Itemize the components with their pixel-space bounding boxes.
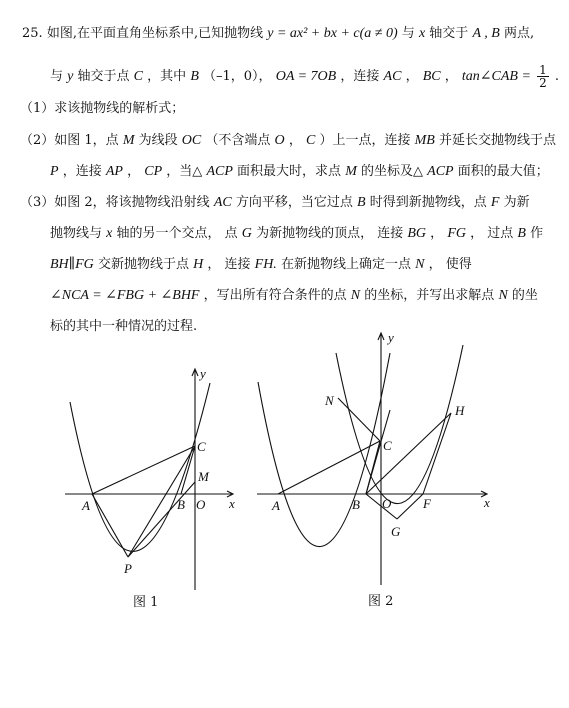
point-c: C (133, 69, 144, 84)
point-n-3: N (498, 288, 508, 303)
fig1-label-b: B (177, 497, 185, 512)
question-number: 25. (22, 26, 43, 41)
intro-text-2: 与 (401, 26, 415, 41)
segment-bg: BG (407, 226, 427, 241)
intro-text: 如图,在平面直角坐标系中,已知抛物线 (46, 26, 264, 41)
points-ab: A , B (472, 26, 500, 41)
point-m: M (122, 133, 135, 148)
p3l1-d: 为新 (503, 195, 530, 210)
point-b: B (190, 69, 199, 84)
p3l4-b: 的坐标，并写出求解点 (364, 288, 495, 303)
segment-mb: MB (414, 133, 435, 148)
part-1: （1）求该抛物线的解析式； (20, 101, 185, 116)
p2l1-c: （不含端点 (205, 133, 271, 148)
tan-cab: tan∠CAB = (461, 69, 531, 84)
segment-oc: OC (181, 133, 202, 148)
triangle-acp-2: ACP (427, 164, 454, 179)
figure-1-caption: 图 1 (133, 595, 159, 610)
fig1-label-x: x (229, 496, 235, 511)
segment-fh: FH. (254, 257, 277, 272)
p2l2-c: ，当△ (166, 164, 203, 179)
fig2-label-b: B (352, 497, 360, 512)
given-text-1: 与 (50, 69, 64, 84)
fig2-new-parabola (336, 345, 463, 504)
segment-ap: AP (105, 164, 123, 179)
fig2-label-h: H (455, 403, 465, 418)
segment-bc: BC (422, 69, 441, 84)
segment-fg: FG (447, 226, 466, 241)
p2l2-e: 的坐标及△ (361, 164, 423, 179)
p3l3-c: 在新抛物线上确定一点 (280, 257, 411, 272)
fig2-label-o: O (382, 496, 392, 511)
point-b-2: B (357, 195, 366, 210)
fig2-label-n: N (325, 393, 334, 408)
point-h: H (193, 257, 204, 272)
intro-text-4: 两点, (503, 26, 535, 41)
fig2-label-y: y (388, 330, 394, 345)
segment-ac: AC (383, 69, 402, 84)
given-text-7: ， (444, 69, 458, 84)
p3l1-b: 方向平移，当它过点 (235, 195, 353, 210)
p3l2-a: 抛物线与 (50, 226, 103, 241)
fig1-label-o: O (196, 497, 206, 512)
p2l2-a: ，连接 (62, 164, 102, 179)
point-c-2: C (305, 133, 316, 148)
fig1-label-a: A (82, 498, 90, 513)
fig1-segment-ap (92, 494, 128, 557)
fig1-label-m: M (198, 469, 209, 484)
fig2-label-a: A (272, 498, 280, 513)
p3l4-c: 的坐 (511, 288, 538, 303)
given-text-3: ，其中 (147, 69, 187, 84)
given-end: . (554, 69, 559, 84)
p2l1-a: （2）如图 1，点 (20, 133, 119, 148)
x-var-2: x (106, 226, 113, 241)
ray-ac: AC (213, 195, 232, 210)
p3l1-a: （3）如图 2，将该抛物线沿射线 (20, 195, 210, 210)
p3l2-d: ， (430, 226, 444, 241)
triangle-acp: ACP (206, 164, 233, 179)
fig1-segment-bc (181, 446, 195, 494)
fig2-segment-fh (423, 413, 451, 494)
point-b-3: B (517, 226, 526, 241)
p3l2-b: 轴的另一个交点， 点 (116, 226, 238, 241)
fig1-label-p: P (124, 561, 132, 576)
p3l1-c: 时得到新抛物线，点 (369, 195, 487, 210)
p3l2-e: ， 过点 (470, 226, 514, 241)
oa-relation: OA = 7OB (275, 69, 337, 84)
fraction-denominator: 2 (539, 76, 547, 90)
p3l2-f: 作 (530, 226, 544, 241)
intro-text-3: 轴交于 (429, 26, 469, 41)
point-o: O (274, 133, 285, 148)
part-3-line-5: 标的其中一种情况的过程. (50, 319, 198, 334)
point-g: G (241, 226, 252, 241)
point-p: P (50, 164, 59, 179)
point-n: N (415, 257, 425, 272)
fig1-label-c: C (197, 439, 206, 454)
p2l2-b: ， (127, 164, 141, 179)
p3l3-b: ， 连接 (207, 257, 251, 272)
x-var: x (418, 26, 426, 41)
fig2-segment-ac (278, 441, 380, 494)
p2l1-b: 为线段 (138, 133, 178, 148)
angle-equation: ∠NCA = ∠FBG + ∠BHF (50, 288, 200, 303)
y-var: y (67, 69, 74, 84)
fig2-original-parabola (258, 353, 390, 547)
fig2-segment-nc (338, 398, 380, 441)
given-text-5: ，连接 (340, 69, 380, 84)
p2l2-f: 面积的最大值； (457, 164, 549, 179)
p2l1-d: ， (288, 133, 302, 148)
fig2-label-f: F (423, 496, 431, 511)
fig2-segment-bh (366, 413, 451, 494)
figure-2-caption: 图 2 (368, 594, 394, 609)
fig2-label-x: x (484, 495, 490, 510)
p2l2-d: 面积最大时，求点 (237, 164, 342, 179)
p3l3-d: ， 使得 (428, 257, 472, 272)
fig2-label-g: G (391, 524, 401, 539)
given-text-2: 轴交于点 (77, 69, 130, 84)
p3l2-c: 为新抛物线的顶点， 连接 (256, 226, 404, 241)
fraction-numerator: 1 (539, 63, 547, 77)
p2l1-e: ）上一点，连接 (319, 133, 411, 148)
fig1-segment-pm (128, 482, 195, 557)
fig1-label-y: y (200, 366, 206, 381)
p2l1-f: 并延长交抛物线于点 (438, 133, 556, 148)
parabola-equation: y = ax² + bx + c(a ≠ 0) (267, 26, 398, 41)
bh-parallel-fg: BH∥FG (50, 257, 94, 272)
point-f: F (490, 195, 500, 210)
point-m-2: M (345, 164, 357, 179)
fig2-label-c: C (383, 438, 392, 453)
point-n-2: N (350, 288, 361, 303)
given-text-6: ， (405, 69, 419, 84)
p3l3-a: 交新抛物线于点 (97, 257, 189, 272)
given-text-4: （–1，0）， (203, 69, 272, 84)
p3l4-a: ，写出所有符合条件的点 (203, 288, 347, 303)
segment-cp: CP (144, 164, 163, 179)
